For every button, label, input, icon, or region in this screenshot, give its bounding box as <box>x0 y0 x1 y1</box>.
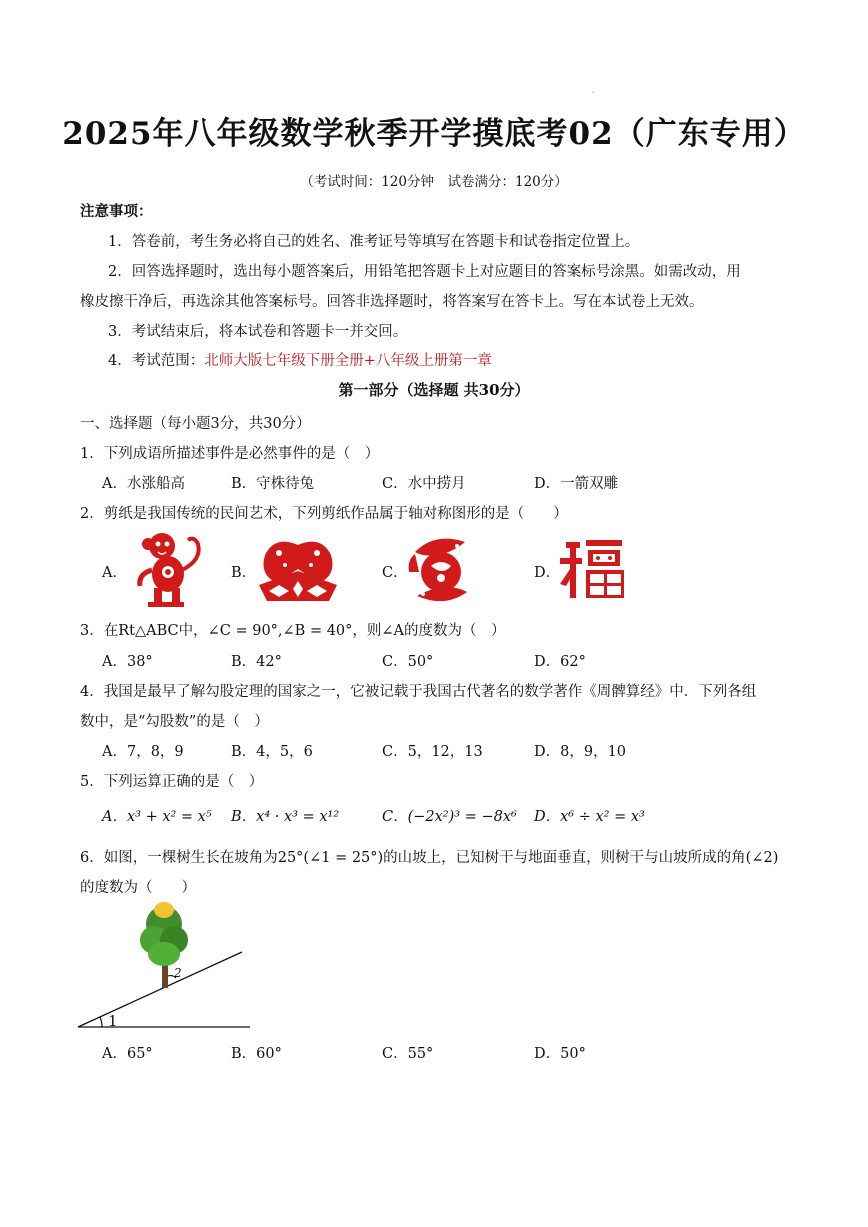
q5-option-a: A．x³ + x² = x⁵ <box>102 809 212 825</box>
note-4-prefix: 4．考试范围： <box>108 353 205 369</box>
q4-option-b: B．4，5，6 <box>231 744 313 760</box>
q5-option-b: B．x⁴ · x³ = x¹² <box>231 809 340 825</box>
question-6-stem-line1: 6．如图，一棵树生长在坡角为25°(∠1 = 25°)的山坡上，已知树干与地面垂直，则树干与山坡所成的角(∠2) <box>80 850 779 866</box>
q3-option-b: B．42° <box>231 654 282 670</box>
q2-option-d: D． <box>534 565 561 581</box>
note-1: 1．答卷前，考生务必将自己的姓名、准考证号等填写在答题卡和试卷指定位置上。 <box>108 234 640 250</box>
note-3: 3．考试结束后，将本试卷和答题卡一并交回。 <box>108 324 408 340</box>
q4-option-a: A．7，8，9 <box>102 744 184 760</box>
q6-option-a: A．65° <box>102 1046 153 1062</box>
page-title: 2025年八年级数学秋季开学摸底考02（广东专用） <box>62 116 806 152</box>
question-3-stem: 3．在Rt△ABC中，∠C = 90°,∠B = 40°，则∠A的度数为（ ） <box>80 623 506 639</box>
angle-2-label: 2 <box>174 966 182 980</box>
section-heading: 一、选择题（每小题3分，共30分） <box>80 416 311 432</box>
question-6-stem-line2: 的度数为（ ） <box>80 880 196 896</box>
question-2-stem: 2．剪纸是我国传统的民间艺术，下列剪纸作品属于轴对称图形的是（ ） <box>80 506 568 522</box>
q1-option-d: D．一箭双雕 <box>534 476 619 492</box>
q5-option-d: D．x⁶ ÷ x² = x³ <box>534 809 645 825</box>
q1-option-b: B．守株待兔 <box>231 476 315 492</box>
slope-tree-figure <box>76 900 256 1032</box>
papercut-fu-character-image <box>558 536 628 602</box>
question-4-stem-line2: 数中，是“勾股数”的是（ ） <box>80 714 269 730</box>
q2-option-a: A． <box>102 565 127 581</box>
q1-option-a: A．水涨船高 <box>102 476 185 492</box>
papercut-swirl-fish-image <box>405 532 477 606</box>
question-5-stem: 5．下列运算正确的是（ ） <box>80 774 264 790</box>
q1-option-c: C．水中捞月 <box>382 476 466 492</box>
question-1-stem: 1．下列成语所描述事件是必然事件的是（ ） <box>80 446 380 462</box>
q6-option-d: D．50° <box>534 1046 586 1062</box>
question-4-stem-line1: 4．我国是最早了解勾股定理的国家之一，它被记载于我国古代著名的数学著作《周髀算经》中．下列各组 <box>80 684 757 700</box>
q3-option-c: C．50° <box>382 654 434 670</box>
notes-heading: 注意事项： <box>80 203 153 220</box>
q6-option-b: B．60° <box>231 1046 282 1062</box>
q6-option-c: C．55° <box>382 1046 434 1062</box>
angle-1-label: 1 <box>108 1012 118 1030</box>
papercut-monkey-image <box>128 530 212 608</box>
papercut-fish-image <box>255 535 341 603</box>
q5-option-c: C．(−2x²)³ = −8x⁶ <box>382 809 517 825</box>
exam-scope: 北师大版七年级下册全册+八年级上册第一章 <box>204 353 492 369</box>
note-2-line1: 2．回答选择题时，选出每小题答案后，用铅笔把答题卡上对应题目的答案标号涂黑。如需改动，用 <box>108 264 741 280</box>
q2-option-b: B． <box>231 565 257 581</box>
q3-option-a: A．38° <box>102 654 153 670</box>
q4-option-c: C．5，12，13 <box>382 744 483 760</box>
q2-option-c: C． <box>382 565 408 581</box>
part-heading: 第一部分（选择题 共30分） <box>338 381 530 399</box>
exam-info: （考试时间：120分钟 试卷满分：120分） <box>300 174 568 190</box>
top-dot: . <box>592 86 595 95</box>
note-2-line2: 橡皮擦干净后，再选涂其他答案标号。回答非选择题时，将答案写在答卡上。写在本试卷上无效。 <box>80 294 704 310</box>
note-4 <box>108 349 492 370</box>
q4-option-d: D．8，9，10 <box>534 744 627 760</box>
q3-option-d: D．62° <box>534 654 586 670</box>
